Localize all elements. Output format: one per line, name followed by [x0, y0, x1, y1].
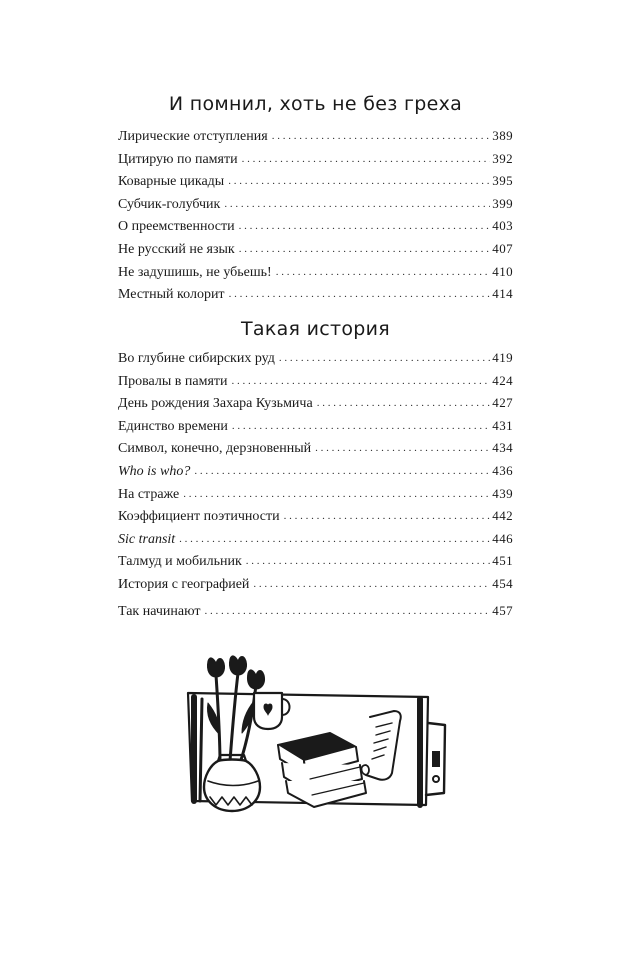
- toc-entry-page: 395: [492, 173, 513, 189]
- toc-entry-page: 434: [492, 440, 513, 456]
- toc-entry-title: Не задушишь, не убьешь!: [118, 264, 272, 280]
- toc-entry-page: 419: [492, 350, 513, 365]
- toc-entry[interactable]: [118, 603, 513, 626]
- toc-entry-page: 399: [492, 195, 513, 211]
- toc-entry[interactable]: [118, 440, 513, 463]
- toc-entry[interactable]: [118, 350, 513, 373]
- toc-entry-title: Коварные цикады: [118, 174, 225, 190]
- toc-entry-page: 451: [492, 553, 513, 569]
- toc-entry[interactable]: [118, 395, 513, 418]
- toc-entry-page: 454: [492, 575, 513, 591]
- toc-entry-title: Провалы в памяти: [118, 373, 228, 389]
- toc-leader-dots: [279, 352, 490, 364]
- toc-leader-dots: [229, 288, 491, 300]
- toc-entry[interactable]: [118, 196, 513, 219]
- toc-entry-title: Субчик-голубчик: [118, 196, 221, 212]
- toc-leader-dots: [246, 555, 491, 567]
- toc-entry[interactable]: [118, 373, 513, 396]
- toc-entry-page: 446: [492, 530, 513, 546]
- toc-entry-title: Талмуд и мобильник: [118, 554, 242, 570]
- toc-leader-dots: [276, 266, 491, 278]
- toc-entry-title: История с географией: [118, 576, 250, 592]
- toc-leader-dots: [242, 153, 491, 165]
- toc-entry-page: 457: [492, 602, 513, 618]
- toc-entry-title: Во глубине сибирских руд: [118, 351, 275, 366]
- toc-leader-dots: [317, 397, 491, 409]
- toc-leader-dots: [239, 243, 491, 255]
- toc-entry-title: Who is who?: [118, 463, 191, 479]
- toc-leader-dots: [315, 442, 490, 454]
- toc-entry-title: Символ, конечно, дерзновенный: [118, 441, 312, 457]
- toc-entry-title: Цитирую по памяти: [118, 151, 238, 167]
- toc-entry[interactable]: [118, 531, 513, 554]
- toc-entry[interactable]: [118, 576, 513, 599]
- toc-entry[interactable]: [118, 241, 513, 264]
- toc-entry-page: 392: [492, 150, 513, 166]
- toc-entry[interactable]: [118, 553, 513, 576]
- toc-entry[interactable]: [118, 463, 513, 486]
- toc-entry-page: 431: [492, 417, 513, 433]
- toc-entry[interactable]: [118, 508, 513, 531]
- toc-entry-title: На страже: [118, 486, 180, 502]
- toc-entry-page: 403: [492, 218, 513, 234]
- toc-entry[interactable]: [118, 418, 513, 441]
- toc-entry-title: Местный колорит: [118, 287, 225, 303]
- toc-leader-dots: [253, 578, 490, 590]
- toc-entry[interactable]: [118, 286, 513, 309]
- toc-leader-dots: [179, 533, 490, 545]
- toc-entry-title: Не русский не язык: [118, 241, 235, 257]
- still-life-table-vase-cup-books-icon: [180, 655, 450, 825]
- toc-entry[interactable]: [118, 128, 513, 151]
- toc-list-2: [118, 350, 513, 625]
- toc-entry-title: Так начинают: [118, 603, 201, 619]
- toc-entry-page: 436: [492, 462, 513, 478]
- toc-entry[interactable]: [118, 486, 513, 509]
- toc-entry-page: 410: [492, 263, 513, 279]
- toc-entry-page: 439: [492, 485, 513, 501]
- toc-leader-dots: [224, 198, 490, 210]
- toc-list-1: [118, 128, 513, 309]
- toc-leader-dots: [284, 510, 491, 522]
- toc-leader-dots: [272, 130, 491, 142]
- toc-leader-dots: [205, 605, 491, 617]
- toc-entry-page: 442: [492, 508, 513, 524]
- toc-entry[interactable]: [118, 264, 513, 287]
- toc-entry[interactable]: [118, 173, 513, 196]
- toc-entry-title: Единство времени: [118, 418, 228, 434]
- toc-leader-dots: [228, 175, 490, 187]
- section-title-1: И помнил, хоть не без греха: [168, 93, 463, 115]
- toc-leader-dots: [194, 465, 490, 477]
- toc-leader-dots: [232, 420, 490, 432]
- toc-entry-title: День рождения Захара Кузьмича: [118, 396, 313, 412]
- toc-entry[interactable]: [118, 218, 513, 241]
- toc-leader-dots: [232, 375, 491, 387]
- toc-entry-page: 414: [492, 286, 513, 302]
- toc-entry-page: 427: [492, 395, 513, 411]
- toc-entry-page: 389: [492, 128, 513, 143]
- toc-entry-title: Коэффициент поэтичности: [118, 509, 280, 525]
- toc-entry-page: 407: [492, 240, 513, 256]
- toc-entry-title: О преемственности: [118, 219, 235, 235]
- toc-entry-page: 424: [492, 372, 513, 388]
- toc-entry-title: Sic transit: [118, 531, 176, 547]
- section-title-2: Такая история: [240, 318, 391, 340]
- toc-leader-dots: [239, 220, 491, 232]
- toc-entry[interactable]: [118, 151, 513, 174]
- toc-leader-dots: [183, 488, 490, 500]
- toc-entry-title: Лирические отступления: [118, 129, 268, 144]
